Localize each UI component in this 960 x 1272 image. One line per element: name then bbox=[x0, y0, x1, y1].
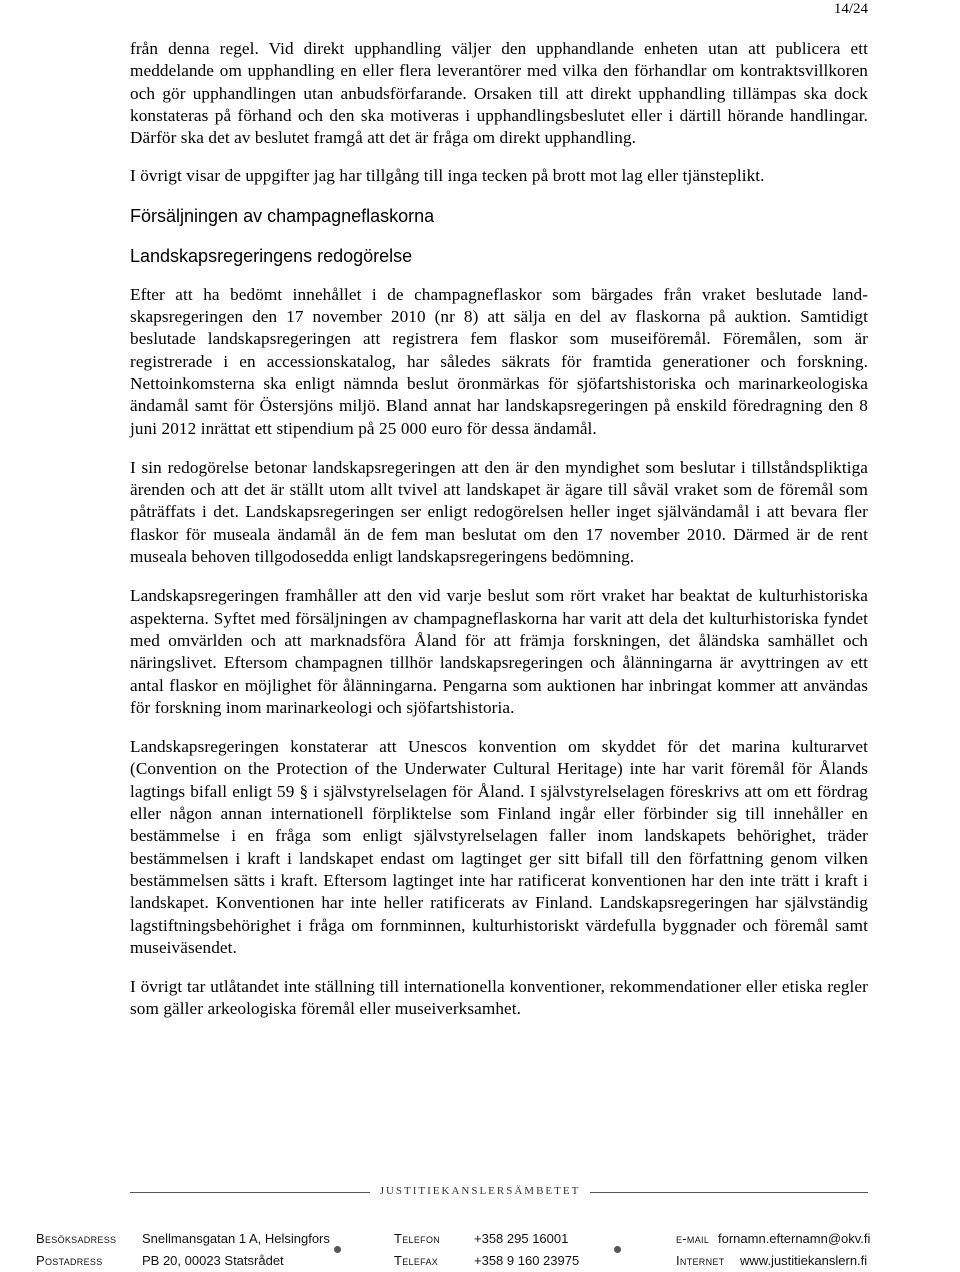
paragraph-sale-decision: Efter att ha bedömt innehållet i de champagneflaskor som bärgades från vraket beslutade landskapsregeringen den 17 november 2010 (nr 8) att sälja en del av flaskorna på auktion. Samtidigt beslutade landskapsregeringen att registrera fem flaskor som museiföremål. Föremålen, som är registrerade i en accessionskatalog, har således säkrats för framtida generationer och forskning. Nettoinkomsterna ska enligt nämnda beslut öronmärkas för sjöfartshistoriska och marinarkeologiska ändamål samt för Östersjöns miljö. Bland annat har landskapsregeringen på enskild föredragning den 8 juni 2012 inrättat ett stipendium på 25 000 euro för dessa ändamål. bbox=[130, 284, 868, 438]
paragraph-cultural-aspects: Landskapsregeringen framhåller att den vid varje beslut som rört vraket har beaktat de kulturhistoriska aspekterna. Syftet med försäljningen av champagneflaskorna har varit att dela det kulturhistoriska fyndet med omvärlden och att marknadsföra Åland för att främja forskningen, det åländska samhället och näringslivet. Eftersom champagnen tillhör landskapsregeringen och ålänningarna är avyttringen av ett antal flaskor en möjlighet för ålänningarna. Pengarna som auktionen har inbringat kommer att användas för forskning inom marinarkeologi och sjöfartshistoria. bbox=[130, 586, 868, 717]
footer-brand bbox=[0, 1185, 960, 1197]
phone-value: +358 295 16001 bbox=[474, 1231, 569, 1246]
footer-brand-text: JUSTITIEKANSLERSÄMBETET bbox=[370, 1185, 591, 1197]
separator-dot-icon bbox=[614, 1246, 621, 1253]
footer-row-bottom bbox=[36, 1250, 936, 1272]
section-heading: Försäljningen av champagneflaskorna bbox=[130, 205, 435, 226]
paragraph-direct-procurement: från denna regel. Vid direkt upphandling väljer den upphandlande enheten utan att publicera ett meddelande om upphandling en eller flera leverantörer med vilka den förhandlar om kontraktsvillkoren och gör upphandlingen utan anbudsförfarande. Orsaken till att direkt upphandling tillämpas ska dock konstateras på förhand och den ska motiveras i upphandlingsbeslutet eller i därtill hörande handlingar. Därför ska det av beslutet framgå att det är fråga om direkt upphandling. bbox=[130, 39, 868, 148]
paragraph-no-misconduct: I övrigt visar de uppgifter jag har tillgång till inga tecken på brott mot lag eller tjänsteplikt. bbox=[130, 166, 765, 186]
separator-dot-icon bbox=[334, 1246, 341, 1253]
subsection-heading: Landskapsregeringens redogörelse bbox=[130, 245, 413, 266]
postal-address-label: Postadress bbox=[36, 1253, 103, 1268]
paragraph-closing-remark: I övrigt tar utlåtandet inte ställning till internationella konventioner, rekommendationer eller etiska regler som gäller arkeologiska föremål eller museiverksamhet. bbox=[130, 977, 868, 1019]
internet-value[interactable]: www.justitiekanslern.fi bbox=[740, 1253, 868, 1268]
visit-address-value: Snellmansgatan 1 A, Helsingfors bbox=[142, 1231, 330, 1246]
paragraph-unesco-convention: Landskapsregeringen konstaterar att Unescos konvention om skyddet för det marina kulturarvet (Convention on the Protection of the Underwater Cultural Heritage) inte har varit föremål för Ålands lagtings bifall enligt 59 § i självstyrelselagen för Åland. I självstyrelselagen föreskrivs att om ett fördrag eller någon annan internationell förpliktelse som Finland ingår eller förbinder sig till innehåller en bestämmelse i en fråga som enligt självstyrelselagen faller inom landskapets behörighet, träder bestämmelsen i kraft i landskapet endast om lagtinget ger sitt bifall till den författning genom vilken bestämmelsen sätts i kraft. Eftersom lagtinget inte har ratificerat konventionen har den inte trätt i kraft i landskapet. Konventionen har inte heller ratificerats av Finland. Landskapsregeringen har självständig lagstiftningsbehörighet i fråga om fornminnen, kulturhistoriskt värdefulla byggnader och föremål samt museiväsendet. bbox=[130, 737, 868, 957]
postal-address-value: PB 20, 00023 Statsrådet bbox=[142, 1253, 284, 1268]
paragraph-authority-statement: I sin redogörelse betonar landskapsregeringen att den är den myndighet som beslutar i tillståndspliktiga ärenden och att det är ställt utom allt tvivel att landskapet är ägare till såväl vraket som de föremål som påträffats i det. Landskapsregeringen ser enligt redogörelsen heller inget självändamål i att bevara fler flaskor för museala ändamål än de fem man beslutat om den 17 november 2010. Därmed är de rent museala behoven tillgodosedda enligt landskapsregeringens bedömning. bbox=[130, 457, 868, 567]
visit-address-label: Besöksadress bbox=[36, 1231, 117, 1246]
fax-label: Telefax bbox=[394, 1253, 439, 1268]
fax-value: +358 9 160 23975 bbox=[474, 1253, 580, 1268]
internet-label: Internet bbox=[676, 1253, 725, 1268]
email-value[interactable]: fornamn.efternamn@okv.fi bbox=[718, 1231, 871, 1246]
phone-label: Telefon bbox=[394, 1231, 441, 1246]
footer-contact-info bbox=[36, 1228, 936, 1272]
document-body bbox=[130, 38, 868, 1021]
email-label: e-mail bbox=[676, 1231, 710, 1246]
page-number: 14/24 bbox=[833, 1, 868, 17]
footer-row-top bbox=[36, 1228, 936, 1250]
